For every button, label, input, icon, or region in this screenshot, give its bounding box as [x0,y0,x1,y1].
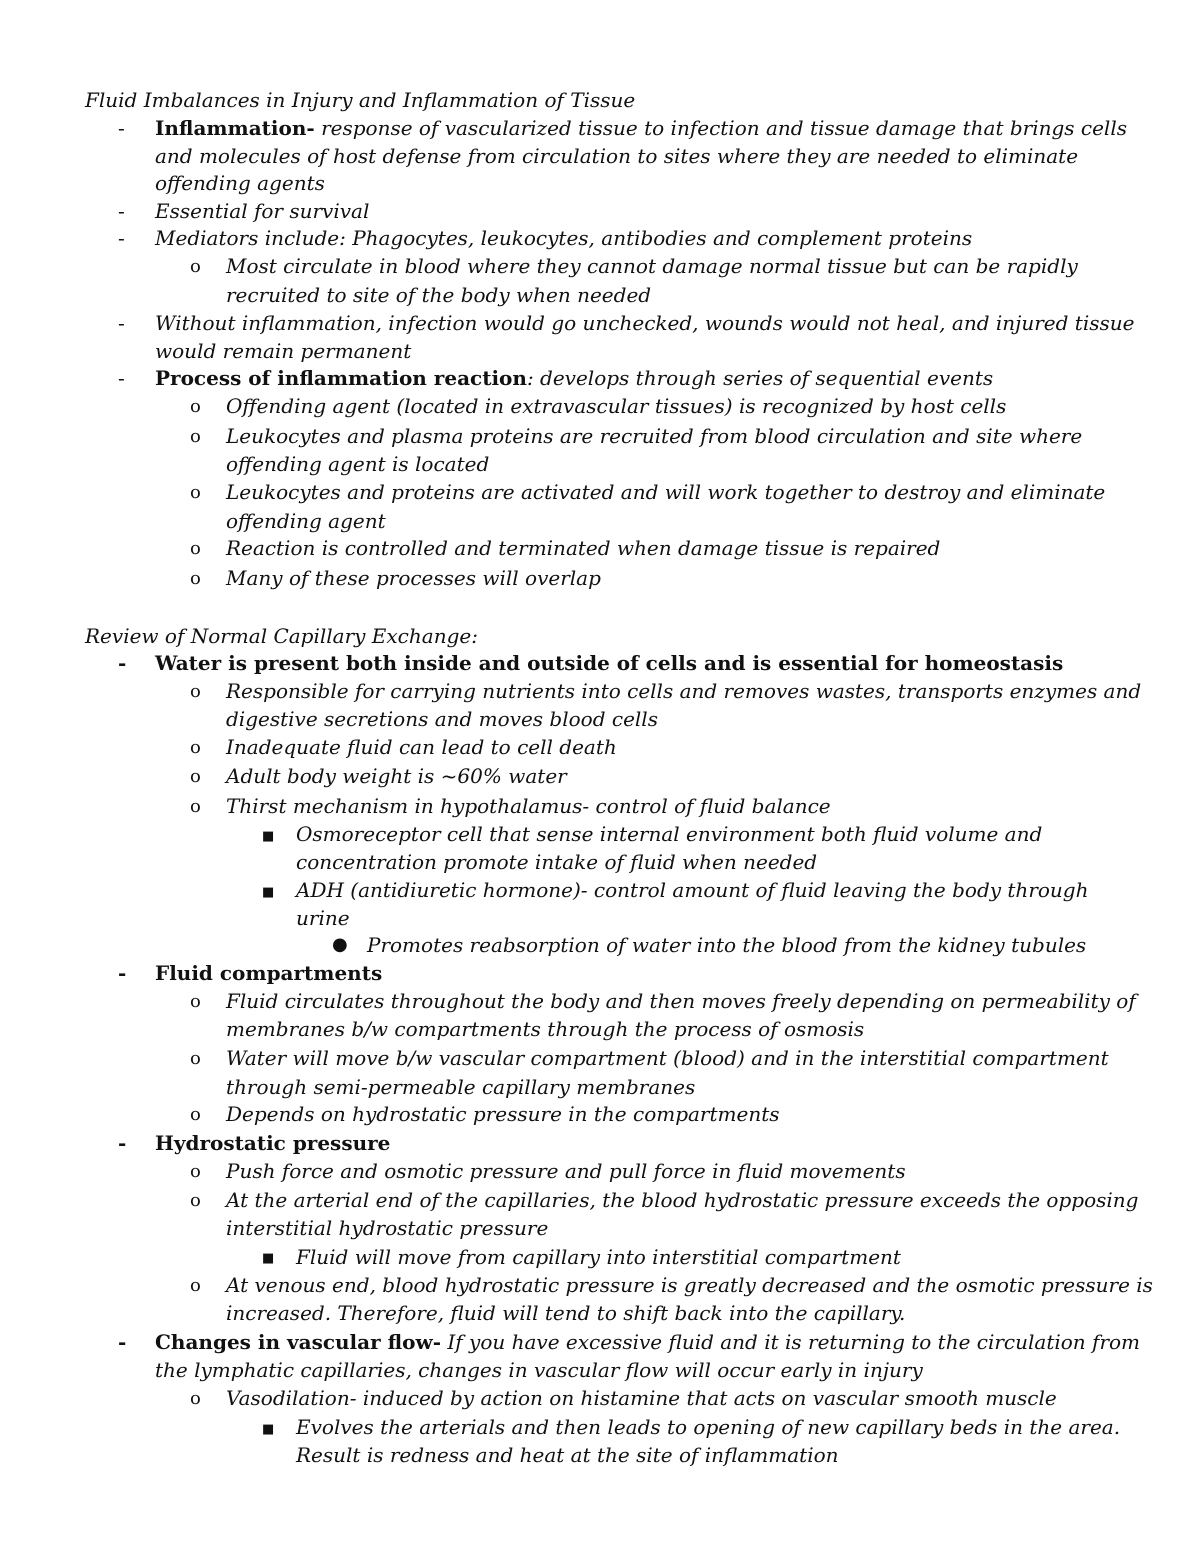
sub-list-item-cont: digestive secretions and moves blood cells [226,707,658,731]
term-definition: response of vascularized tissue to infection and tissue damage that brings cells [321,116,1127,140]
list-item: Mediators include: Phagocytes, leukocytes, antibodies and complement proteins [155,226,973,250]
sub-sub-list-item: ADH (antidiuretic hormone)- control amount of fluid leaving the body through [296,878,1089,902]
sub-list-item: At the arterial end of the capillaries, the blood hydrostatic pressure exceeds the opposing [226,1188,1139,1212]
sub-list-item: Leukocytes and plasma proteins are recruited from blood circulation and site where [226,424,1083,448]
dash-bullet: - [118,199,125,223]
list-item-cont: the lymphatic capillaries, changes in vascular flow will occur early in injury [155,1358,923,1382]
circle-bullet: o [190,426,201,447]
sub-list-item: Depends on hydrostatic pressure in the compartments [226,1102,780,1126]
dash-bullet: - [118,961,127,985]
square-bullet: ■ [262,829,275,844]
sub-list-item: Reaction is controlled and terminated when damage tissue is repaired [226,536,941,560]
dash-bullet: - [118,651,127,675]
circle-bullet: o [190,1161,201,1182]
circle-bullet: o [190,737,201,758]
list-item: Without inflammation, infection would go unchecked, wounds would not heal, and injured tissue [155,311,1135,335]
sub-sub-sub-list-item: Promotes reabsorption of water into the blood from the kidney tubules [367,933,1087,957]
list-item-cont: would remain permanent [155,339,412,363]
list-item: Essential for survival [155,199,370,223]
section-title: Review of Normal Capillary Exchange: [85,624,478,648]
sub-list-item: Responsible for carrying nutrients into cells and removes wastes, transports enzymes and [226,679,1142,703]
list-item-cont: offending agents [155,171,325,195]
sub-list-item: Fluid circulates throughout the body and then moves freely depending on permeability of [226,989,1136,1013]
sub-list-item: Water will move b/w vascular compartment (blood) and in the interstitial compartment [226,1046,1109,1070]
dash-bullet: - [118,1330,127,1354]
sub-list-item: Thirst mechanism in hypothalamus- control of fluid balance [226,794,831,818]
circle-bullet: o [190,1275,201,1296]
circle-bullet: o [190,1190,201,1211]
circle-bullet: o [190,482,201,503]
square-bullet: ■ [262,1251,275,1266]
sub-list-item-cont: offending agent [226,509,386,533]
sub-sub-list-item: Osmoreceptor cell that sense internal environment both fluid volume and [296,822,1043,846]
term-label: Changes in vascular flow- [155,1330,442,1354]
sub-list-item: Inadequate fluid can lead to cell death [226,735,617,759]
sub-sub-list-item-cont: concentration promote intake of fluid when needed [296,850,818,874]
square-bullet: ■ [262,1422,275,1437]
circle-bullet: o [190,568,201,589]
dash-bullet: - [118,1131,127,1155]
term-definition: If you have excessive fluid and it is returning to the circulation from [447,1330,1141,1354]
circle-bullet: o [190,538,201,559]
square-bullet: ■ [262,885,275,900]
list-item [155,114,1127,142]
list-item [155,1328,1140,1356]
term-definition: : develops through series of sequential events [526,366,994,390]
sub-list-item: Many of these processes will overlap [226,566,601,590]
sub-list-item: At venous end, blood hydrostatic pressure is greatly decreased and the osmotic pressure is [226,1273,1153,1297]
circle-bullet: o [190,396,201,417]
sub-list-item: Push force and osmotic pressure and pull force in fluid movements [226,1159,906,1183]
sub-sub-list-item: Fluid will move from capillary into interstitial compartment [296,1245,901,1269]
sub-list-item: Adult body weight is ~60% water [226,764,567,788]
sub-list-item-cont: interstitial hydrostatic pressure [226,1216,549,1240]
circle-bullet: o [190,681,201,702]
sub-list-item: Offending agent (located in extravascular tissues) is recognized by host cells [226,394,1007,418]
sub-sub-list-item-cont: Result is redness and heat at the site of inflammation [296,1443,839,1467]
list-heading: Water is present both inside and outside of cells and is essential for homeostasis [155,651,1064,675]
circle-bullet: o [190,796,201,817]
circle-bullet: o [190,991,201,1012]
sub-list-item-cont: recruited to site of the body when needed [226,283,652,307]
term-label: Inflammation- [155,116,315,140]
circle-bullet: o [190,256,201,277]
list-heading: Hydrostatic pressure [155,1131,391,1155]
dash-bullet: - [118,311,125,335]
sub-list-item: Vasodilation- induced by action on histamine that acts on vascular smooth muscle [226,1386,1057,1410]
list-item-cont: and molecules of host defense from circulation to sites where they are needed to eliminate [155,144,1079,168]
circle-bullet: o [190,1388,201,1409]
term-label: Process of inflammation reaction [155,366,527,390]
dash-bullet: - [118,226,125,250]
circle-bullet: o [190,766,201,787]
section-title: Fluid Imbalances in Injury and Inflammation of Tissue [85,88,636,112]
circle-bullet: o [190,1048,201,1069]
sub-list-item-cont: through semi-permeable capillary membranes [226,1075,696,1099]
circle-bullet: o [190,1104,201,1125]
sub-sub-list-item-cont: urine [296,906,350,930]
sub-list-item: Most circulate in blood where they cannot damage normal tissue but can be rapidly [226,254,1078,278]
list-item [155,364,993,392]
list-heading: Fluid compartments [155,961,383,985]
sub-list-item-cont: membranes b/w compartments through the process of osmosis [226,1017,865,1041]
dash-bullet: - [118,116,125,140]
sub-list-item: Leukocytes and proteins are activated and will work together to destroy and eliminate [226,480,1106,504]
sub-sub-list-item: Evolves the arterials and then leads to opening of new capillary beds in the area. [296,1415,1121,1439]
sub-list-item-cont: increased. Therefore, fluid will tend to shift back into the capillary. [226,1301,906,1325]
dot-bullet: ● [332,934,348,955]
dash-bullet: - [118,366,125,390]
sub-list-item-cont: offending agent is located [226,452,490,476]
